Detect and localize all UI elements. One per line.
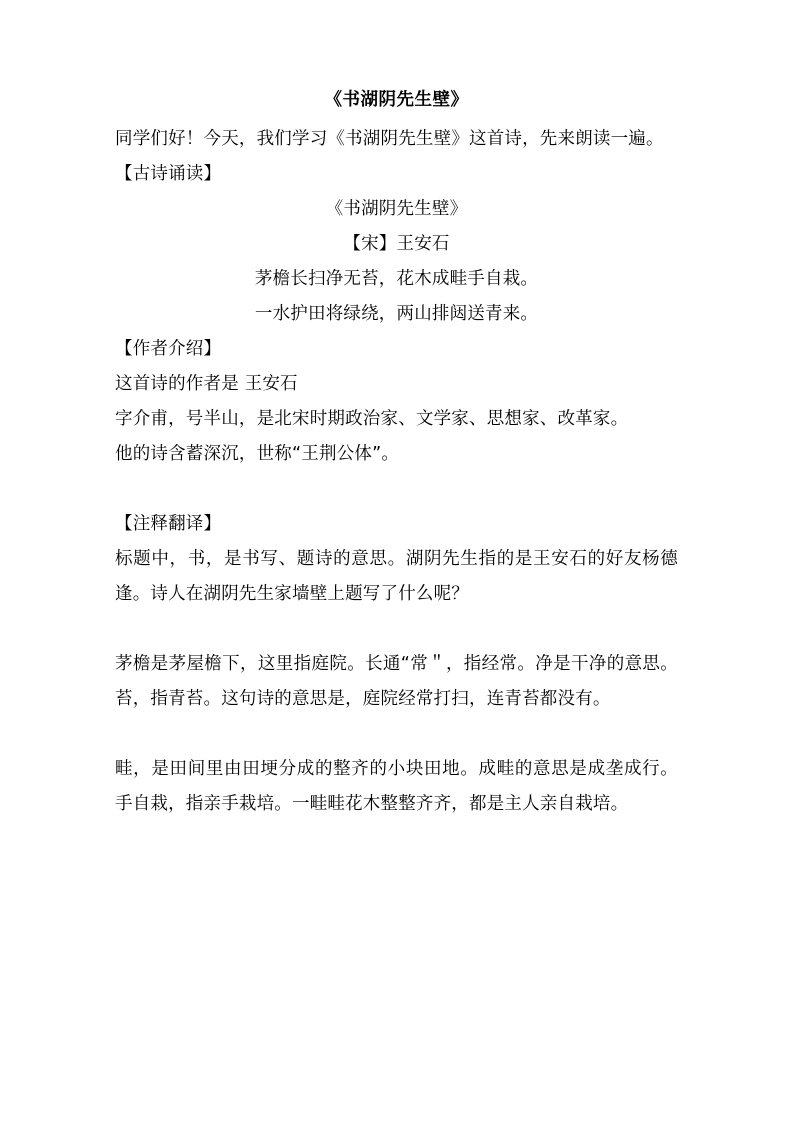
paragraph-author-1: 这首诗的作者是 王安石 [115, 374, 298, 394]
paragraph-intro: 同学们好！今天，我们学习《书湖阴先生壁》这首诗，先来朗读一遍。 [115, 129, 664, 149]
paragraph-notes-1: 标题中，书，是书写、题诗的意思。湖阴先生指的是王安石的好友杨德逢。诗人在湖阴先生家墙壁上题写了什么呢？ [115, 549, 678, 604]
spacer-line-3 [115, 717, 678, 752]
spacer-line-1 [115, 472, 678, 507]
paragraph-notes-2: 茅檐是茅屋檐下，这里指庭院。长通“常＂，指经常。净是干净的意思。苔，指青苔。这句诗的意思是，庭院经常打扫，连青苔都没有。 [115, 654, 678, 709]
spacer-line-2 [115, 612, 678, 647]
heading-notes: 【注释翻译】 [115, 514, 222, 534]
heading-author-intro: 【作者介绍】 [115, 339, 222, 359]
poem-line-2: 一水护田将绿绕，两山排闼送青来。 [254, 304, 539, 324]
heading-recite: 【古诗诵读】 [115, 164, 222, 184]
paragraph-author-3: 他的诗含蓄深沉，世称“王荆公体”。 [115, 444, 400, 464]
poem-line-1: 茅檐长扫净无苔，花木成畦手自栽。 [254, 269, 539, 289]
poem-author: 【宋】王安石 [343, 234, 450, 254]
paragraph-author-2: 字介甫，号半山，是北宋时期政治家、文学家、思想家、改革家。 [115, 409, 629, 429]
page-title: 《书湖阴先生壁》 [324, 90, 469, 110]
paragraph-notes-3: 畦，是田间里由田埂分成的整齐的小块田地。成畦的意思是成垄成行。手自栽，指亲手栽培。一畦畦花木整整齐齐，都是主人亲自栽培。 [115, 759, 678, 814]
poem-title: 《书湖阴先生壁》 [325, 199, 468, 219]
